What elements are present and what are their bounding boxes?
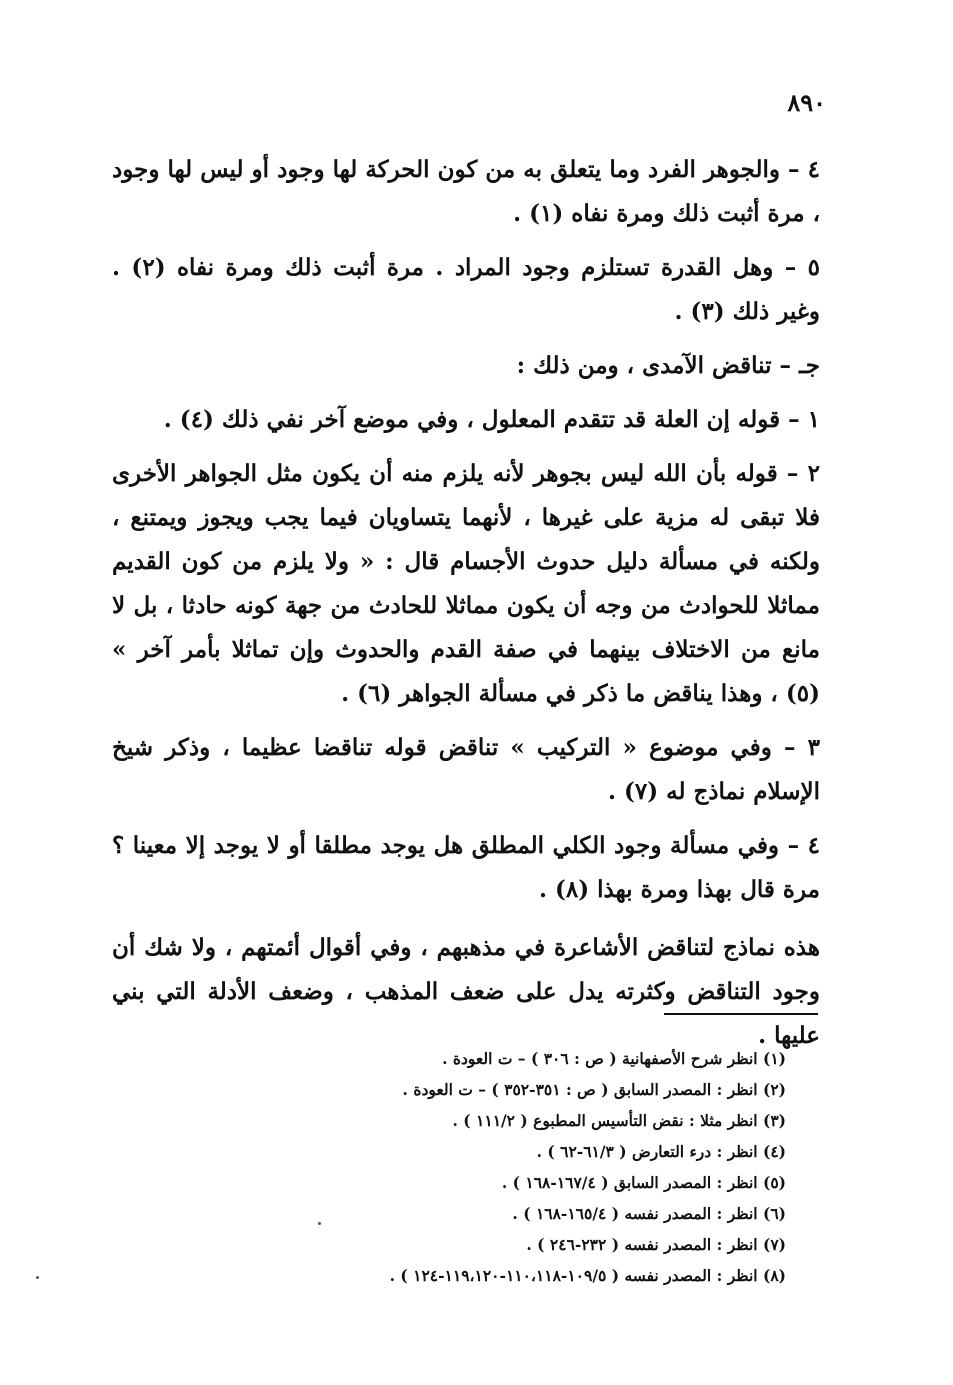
paragraph-point-4: ٤ – والجوهر الفرد وما يتعلق به من كون الحركة لها وجود أو ليس لها وجود ، مرة أثبت ذلك ومرة نفاه (١) . bbox=[112, 156, 820, 227]
footnote-separator bbox=[664, 1013, 818, 1015]
paragraph-conclusion: هذه نماذج لتناقض الأشاعرة في مذهبهم ، وفي أقوال أئمتهم ، ولا شك أن وجود التناقض وكثرته يدل على ضعف المذهب ، وضعف الأدلة التي بني عليها . bbox=[112, 934, 820, 1049]
footnote-2: (٢) انظر : المصدر السابق ( ص : ٣٥١-٣٥٢ ) – ت العودة . bbox=[402, 1080, 786, 1099]
paragraph-amidi-point-2: ٢ – قوله بأن الله ليس بجوهر لأنه يلزم منه أن يكون مثل الجواهر الأخرى فلا تبقى له مزية على غيرها ، لأنهما يتساويان فيما يجب ويجوز ويمتنع ، ولكنه في مسألة دليل حدوث الأجسام قال : « ولا يلزم من كون القديم مماثلا للحوادث من وجه أن يكون مماثلا للحادث من جهة كونه حادثا ، بل لا مانع من الاختلاف بينهما في صفة القدم والحدوث وإن تماثلا بأمر آخر » (٥) ، وهذا يناقض ما ذكر في مسألة الجواهر (٦) . bbox=[112, 460, 820, 707]
footnote-5: (٥) انظر : المصدر السابق ( ١٦٧/٤-١٦٨ ) . bbox=[501, 1173, 786, 1192]
footnote-6: (٦) انظر : المصدر نفسه ( ١٦٥/٤-١٦٨ ) . bbox=[512, 1204, 786, 1223]
paragraph-amidi-point-1: ١ – قوله إن العلة قد تتقدم المعلول ، وفي موضع آخر نفي ذلك (٤) . bbox=[163, 406, 820, 433]
footnote-3: (٣) انظر مثلا : نقض التأسيس المطبوع ( ١١١/٢ ) . bbox=[452, 1111, 786, 1130]
footnote-8: (٨) انظر : المصدر نفسه ( ١٠٩/٥-١١٠،١١٨-١١٩،١٢٠-١٢٤ ) . bbox=[389, 1266, 786, 1285]
footnote-4: (٤) انظر : درء التعارض ( ٦١/٣-٦٢ ) . bbox=[536, 1142, 786, 1161]
scan-speck bbox=[318, 1222, 321, 1225]
paragraph-amidi-point-3: ٣ – وفي موضوع « التركيب » تناقض قوله تناقضا عظيما ، وذكر شيخ الإسلام نماذج له (٧) . bbox=[112, 734, 820, 805]
paragraph-point-5: ٥ – وهل القدرة تستلزم وجود المراد . مرة أثبت ذلك ومرة نفاه (٢) . وغير ذلك (٣) . bbox=[112, 254, 821, 325]
scan-speck bbox=[36, 1276, 39, 1279]
footnote-7: (٧) انظر : المصدر نفسه ( ٢٣٢-٢٤٦ ) . bbox=[526, 1235, 786, 1254]
paragraph-amidi-point-4: ٤ – وفي مسألة وجود الكلي المطلق هل يوجد مطلقا أو لا يوجد إلا معينا ؟ مرة قال بهذا ومرة بهذا (٨) . bbox=[112, 832, 820, 903]
main-text bbox=[112, 148, 820, 1068]
page-number: ٨٩٠ bbox=[787, 88, 826, 117]
footnote-1: (١) انظر شرح الأصفهانية ( ص : ٣٠٦ ) – ت العودة . bbox=[442, 1049, 786, 1068]
section-heading-amidi: جـ – تناقض الآمدى ، ومن ذلك : bbox=[516, 352, 820, 379]
footnotes bbox=[150, 1043, 786, 1291]
